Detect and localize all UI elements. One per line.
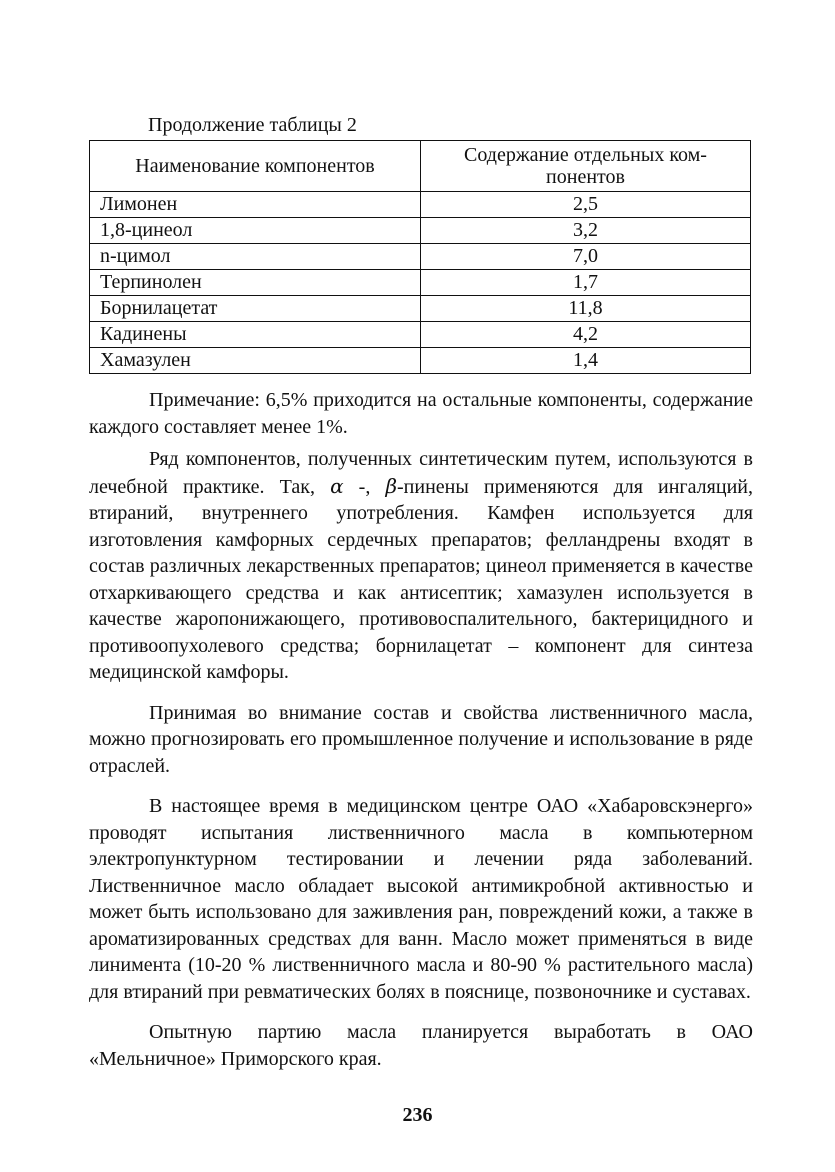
component-value: 1,4 — [421, 348, 751, 374]
paragraph-synthetic-components — [89, 446, 753, 686]
component-value: 11,8 — [421, 296, 751, 322]
table-header-row — [90, 141, 751, 192]
component-value: 2,5 — [421, 192, 751, 218]
paragraph-text-before: Ряд компонентов, полученных синтетическим путем, используются в лечебной практике. Так, — [89, 448, 753, 498]
paragraph-text-after: -пинены применяются для ингаляций, втираний, внутреннего употребления. Камфен используется для изготовления камфорных сердечных препаратов; фелландрены входят в состав различных лекарственных препаратов; цинеол применяется в качестве отхаркивающего средства и как антисептик; хамазулен используется в качестве жаропонижающего, противовоспалительного, бактерицидного и противоопухолевого средства; борнилацетат – компонент для синтеза медицинской камфоры. — [89, 475, 753, 683]
table-row — [90, 296, 751, 322]
table-row — [90, 348, 751, 374]
header-content-line2: понентов — [546, 166, 625, 188]
paragraph-forecast: Принимая во внимание состав и свойства лиственничного масла, можно прогнозировать его промышленное получение и использование в ряде отраслей. — [89, 701, 753, 777]
component-name: Лимонен — [90, 192, 421, 218]
table-row — [90, 192, 751, 218]
component-value: 4,2 — [421, 322, 751, 348]
component-value: 3,2 — [421, 218, 751, 244]
header-component-name: Наименование компонентов — [90, 141, 421, 192]
paragraph-pilot-batch: Опытную партию масла планируется выработать в ОАО «Мельничное» Приморского края. — [89, 1021, 753, 1070]
table-note: Примечание: 6,5% приходится на остальные компоненты, содержание каждого составляет менее 1%. — [89, 389, 753, 438]
paragraph-medical-center: В настоящее время в медицинском центре ОАО «Хабаровскэнерго» проводят испытания лиственничного масла в компьютерном электропунктурном тестировании и лечении ряда заболеваний. Лиственничное масло обладает высокой антимикробной активностью и может быть использовано для заживления ран, повреждений кожи, а также в ароматизированных средствах для ванн. Масло может применяться в виде линимента (10-20 % лиственничного масла и 80-90 % растительного масла) для втираний при ревматических болях в пояснице, позвоночнике и суставах. — [89, 795, 753, 1003]
table-caption: Продолжение таблицы 2 — [148, 114, 357, 136]
component-name: Терпинолен — [90, 270, 421, 296]
component-value: 1,7 — [421, 270, 751, 296]
alpha-symbol: α — [330, 473, 344, 498]
component-name: Борнилацетат — [90, 296, 421, 322]
component-name: n-цимол — [90, 244, 421, 270]
components-table — [89, 140, 751, 374]
table-row — [90, 218, 751, 244]
page-number: 236 — [402, 1104, 433, 1126]
component-name: Кадинены — [90, 322, 421, 348]
component-name: 1,8-цинеол — [90, 218, 421, 244]
component-value: 7,0 — [421, 244, 751, 270]
table-row — [90, 322, 751, 348]
table-row — [90, 270, 751, 296]
component-name: Хамазулен — [90, 348, 421, 374]
beta-symbol: β — [385, 473, 397, 498]
body-text — [89, 387, 753, 1072]
paragraph-separator: -, — [343, 475, 386, 498]
header-content — [421, 141, 751, 192]
header-content-line1: Содержание отдельных ком- — [464, 144, 707, 166]
table-row — [90, 244, 751, 270]
